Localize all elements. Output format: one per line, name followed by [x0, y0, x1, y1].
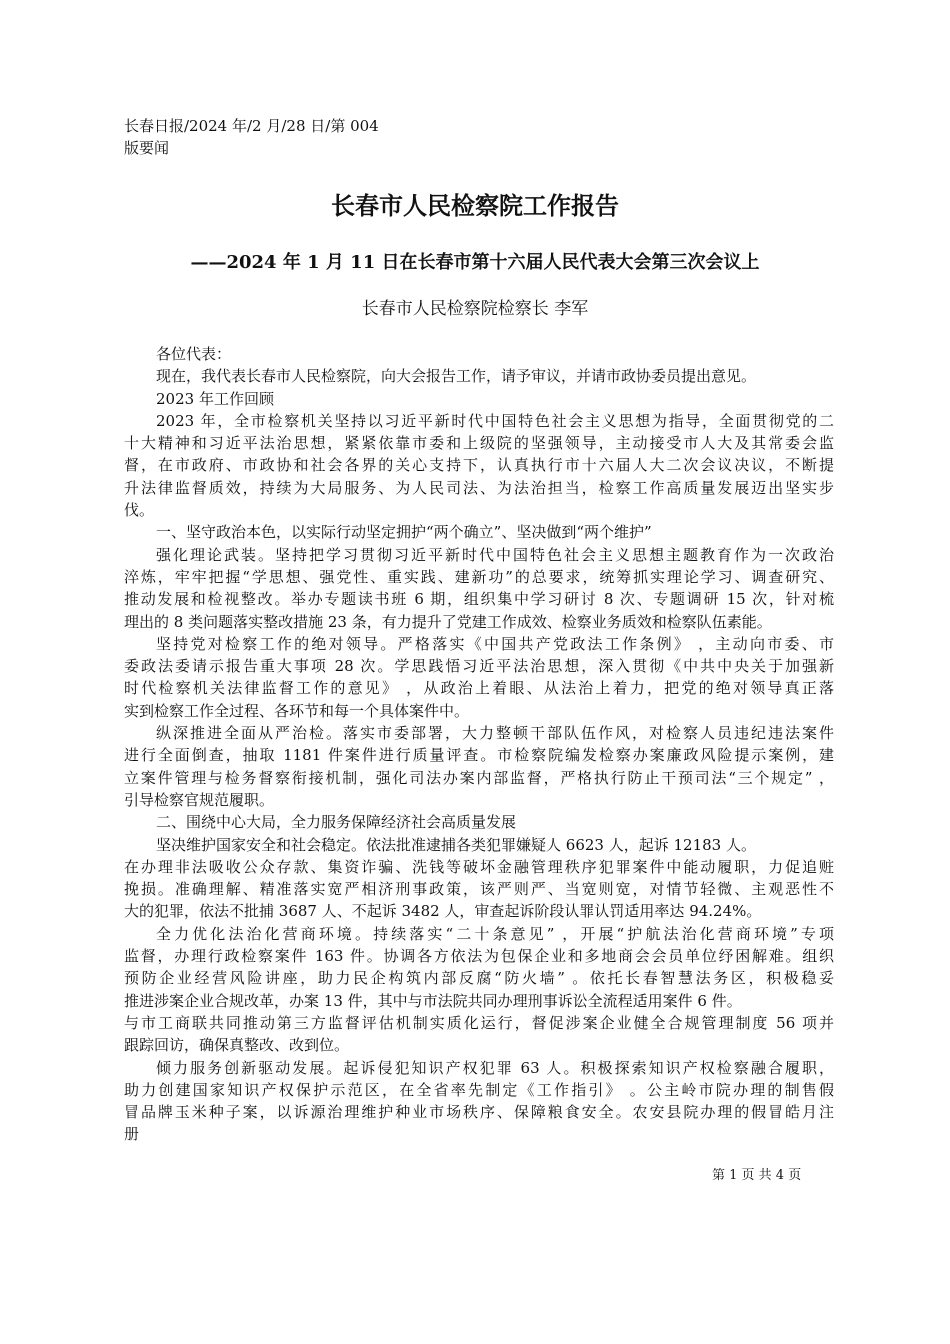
body-line: 挽损。准确理解、精准落实宽严相济刑事政策，该严则严、当宽则宽，对情节轻微、主观恶性不: [124, 880, 834, 899]
body-line: 跟踪回访，确保真整改、改到位。: [124, 1036, 350, 1055]
document-subtitle: ——2024 年 1 月 11 日在长春市第十六届人民代表大会第三次会议上: [190, 252, 760, 273]
body-line: 2023 年，全市检察机关坚持以习近平新时代中国特色社会主义思想为指导，全面贯彻党的二: [156, 411, 834, 430]
body-line: 2023 年工作回顾: [156, 389, 274, 408]
body-line: 时代检察机关法律监督工作的意见》 ，从政治上着眼、从法治上着力，把党的绝对领导真正落: [124, 679, 834, 698]
body-line: 十大精神和习近平法治思想，紧紧依靠市委和上级院的坚强领导，主动接受市人大及其常委会监: [124, 434, 834, 453]
body-line: 督，在市政府、市政协和社会各界的关心支持下，认真执行市十六届人大二次会议决议，不断提: [124, 456, 834, 475]
body-line: 大的犯罪，依法不批捕 3687 人、不起诉 3482 人，审查起诉阶段认罪认罚适用率达 94.24%。: [124, 902, 762, 921]
body-line: 助力创建国家知识产权保护示范区，在全省率先制定《工作指引》 。公主岭市院办理的制售假: [124, 1080, 834, 1099]
body-line: 理出的 8 类问题落实整改措施 23 条，有力提升了党建工作成效、检察业务质效和检察队伍素能。: [124, 612, 772, 631]
source-line-2: 版要闻: [124, 139, 170, 157]
body-line: 推进涉案企业合规改革，办案 13 件，其中与市法院共同办理刑事诉讼全流程适用案件 6 件。: [124, 991, 742, 1010]
body-line: 在办理非法吸收公众存款、集资诈骗、洗钱等破坏金融管理秩序犯罪案件中能动履职，力促追赃: [124, 857, 834, 876]
body-line: 倾力服务创新驱动发展。起诉侵犯知识产权犯罪 63 人。积极探索知识产权检察融合履职，: [156, 1058, 834, 1077]
body-line: 各位代表：: [156, 345, 232, 363]
source-line-1: 长春日报/2024 年/2 月/28 日/第 004: [124, 117, 379, 135]
body-line: 冒品牌玉米种子案，以诉源治理维护种业市场秩序、保障粮食安全。农安县院办理的假冒皓月注: [124, 1103, 834, 1122]
body-line: 坚持党对检察工作的绝对领导。严格落实《中国共产党政法工作条例》 ，主动向市委、市: [156, 634, 834, 653]
body-line: 坚决维护国家安全和社会稳定。依法批准逮捕各类犯罪嫌疑人 6623 人，起诉 12183 人。: [156, 835, 756, 854]
body-line: 委政法委请示报告重大事项 28 次。学思践悟习近平法治思想，深入贯彻《中共中央关于加强新: [124, 657, 834, 676]
page-number: 第 1 页 共 4 页: [712, 1168, 802, 1183]
body-line: 伐。: [124, 501, 155, 520]
body-line: 与市工商联共同推动第三方监督评估机制实质化运行，督促涉案企业健全合规管理制度 56 项并: [124, 1013, 834, 1032]
body-line: 二、围绕中心大局，全力服务保障经济社会高质量发展: [156, 813, 517, 832]
body-line: 纵深推进全面从严治检。落实市委部署，大力整顿干部队伍作风，对检察人员违纪违法案件: [156, 724, 834, 743]
body-line: 册: [124, 1125, 140, 1144]
body-line: 实到检察工作全过程、各环节和每一个具体案件中。: [124, 701, 470, 720]
body-line: 监督，办理行政检察案件 163 件。协调各方依法为包保企业和多地商会会员单位纾困解难。组织: [124, 947, 834, 966]
body-line: 预防企业经营风险讲座，助力民企构筑内部反腐“防火墙” 。依托长春智慧法务区，积极稳妥: [124, 969, 834, 988]
source-line: [124, 115, 379, 159]
report-body: [124, 343, 834, 1146]
body-line: 进行全面倒查，抽取 1181 件案件进行质量评查。市检察院编发检察办案廉政风险提示案例，建: [124, 746, 834, 765]
body-line: 现在，我代表长春市人民检察院，向大会报告工作，请予审议，并请市政协委员提出意见。: [156, 367, 757, 386]
author-line: 长春市人民检察院检察长 李军: [361, 299, 589, 319]
body-line: 升法律监督质效，持续为大局服务、为人民司法、为法治担当，检察工作高质量发展迈出坚实步: [124, 478, 834, 497]
body-line: 立案件管理与检务督察衔接机制，强化司法办案内部监督，严格执行防止干预司法“三个规定” ，: [124, 768, 834, 787]
body-line: 全力优化法治化营商环境。持续落实“二十条意见” ，开展“护航法治化营商环境”专项: [156, 924, 834, 943]
body-line: 推动发展和检视整改。举办专题读书班 6 期，组织集中学习研讨 8 次、专题调研 15 次，针对梳: [124, 590, 834, 609]
body-line: 一、坚守政治本色，以实际行动坚定拥护“两个确立”、坚决做到“两个维护”: [156, 523, 652, 542]
body-line: 强化理论武装。坚持把学习贯彻习近平新时代中国特色社会主义思想主题教育作为一次政治: [156, 545, 834, 564]
document-title: 长春市人民检察院工作报告: [331, 191, 619, 220]
body-line: 淬炼，牢牢把握“学思想、强党性、重实践、建新功”的总要求，统筹抓实理论学习、调查研究、: [124, 567, 834, 586]
body-line: 引导检察官规范履职。: [124, 790, 275, 809]
